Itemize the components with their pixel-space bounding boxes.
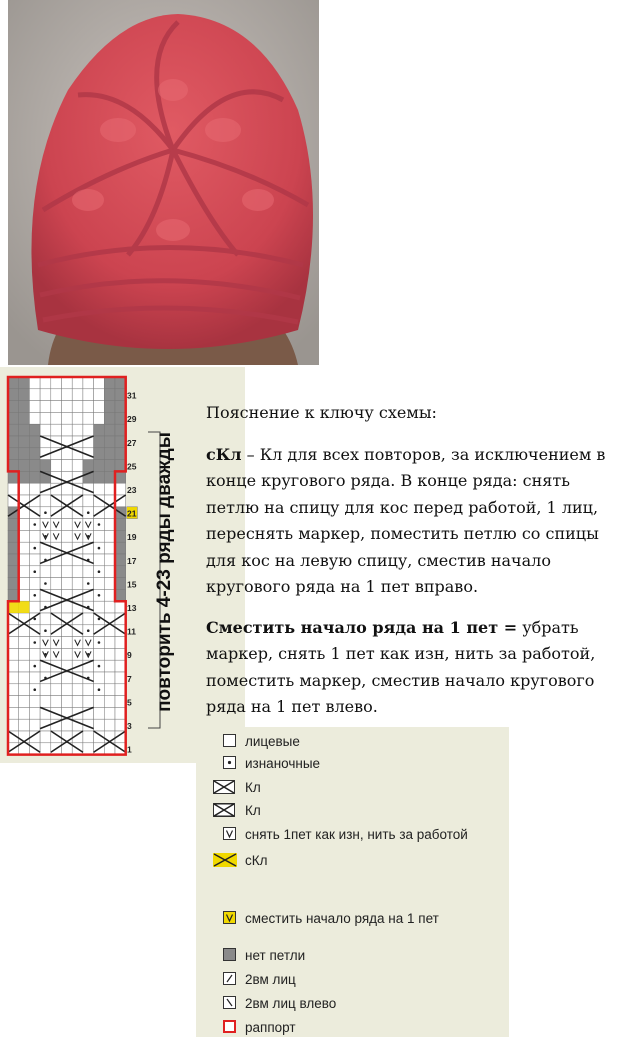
purl-dot: [98, 641, 101, 644]
chart-cell: [40, 377, 51, 389]
chart-cell: [8, 554, 19, 566]
chart-cell: [8, 483, 19, 495]
chart-cell: [104, 601, 115, 613]
chart-cell: [8, 660, 19, 672]
chart-cell: [115, 460, 126, 472]
chart-cell: [115, 707, 126, 719]
chart-cell: [115, 696, 126, 708]
row-number: 1: [127, 744, 132, 755]
chart-cell: [72, 684, 83, 696]
chart-cell: [83, 637, 94, 649]
chart-cell: [104, 530, 115, 542]
chart-cell: [62, 566, 73, 578]
chart-cell: [19, 696, 30, 708]
chart-cell: [62, 460, 73, 472]
row-number: 11: [127, 626, 136, 637]
explanation-heading: Пояснение к ключу схемы:: [206, 403, 437, 422]
chart-cell: [19, 578, 30, 590]
chart-cell: [94, 601, 105, 613]
chart-cell: [8, 519, 19, 531]
row-number: 15: [127, 579, 137, 590]
chart-cell: [94, 719, 105, 731]
chart-cell: [62, 578, 73, 590]
chart-cell: [19, 377, 30, 389]
chart-cell: [104, 460, 115, 472]
chart-cell: [29, 483, 40, 495]
chart-cell: [115, 483, 126, 495]
chart-cell: [19, 719, 30, 731]
chart-cell: [8, 377, 19, 389]
purl-dot: [98, 665, 101, 668]
row-number: 9: [127, 650, 132, 661]
chart-cell: [29, 401, 40, 413]
hat-photo: [8, 0, 319, 365]
chart-cell: [83, 731, 94, 743]
chart-cell: [19, 448, 30, 460]
chart-cell: [8, 637, 19, 649]
chart-cell: [29, 424, 40, 436]
chart-cell: [104, 566, 115, 578]
symbol-legend: лицевые изнаночные Кл Кл снять 1пет как изн, нить за работой сКл сместить начало ряда на 1 пет нет петли 2вм лиц 2вм лиц влево раппорт: [196, 727, 509, 1037]
chart-cell: [104, 389, 115, 401]
chart-cell: [19, 566, 30, 578]
row-number: 5: [127, 697, 132, 708]
row-number: 17: [127, 555, 137, 566]
chart-cell: [62, 719, 73, 731]
empty-square-icon: [223, 734, 236, 750]
chart-cell: [40, 696, 51, 708]
row-number: 31: [127, 390, 137, 401]
chart-cell: [83, 377, 94, 389]
gray-square-icon: [223, 948, 236, 964]
chart-cell: [8, 448, 19, 460]
chart-cell: [115, 578, 126, 590]
chart-cell: [51, 530, 62, 542]
chart-cell: [40, 460, 51, 472]
cable-left-icon: [213, 803, 235, 820]
chart-cell: [94, 648, 105, 660]
chart-cell: [19, 483, 30, 495]
chart-cell: [72, 460, 83, 472]
shift-term: Сместить начало ряда на 1 пет =: [206, 617, 518, 637]
chart-cell: [19, 707, 30, 719]
chart-cell: [115, 542, 126, 554]
chart-cell: [72, 401, 83, 413]
chart-cell: [104, 707, 115, 719]
chart-cell: [104, 436, 115, 448]
chart-cell: [8, 566, 19, 578]
chart-cell: [51, 460, 62, 472]
chart-cell: [62, 412, 73, 424]
chart-cell: [62, 554, 73, 566]
chart-cell: [29, 648, 40, 660]
chart-cell: [72, 637, 83, 649]
chart-cell: [8, 530, 19, 542]
chart-cell: [8, 471, 19, 483]
chart-cell: [8, 401, 19, 413]
chart-cell: [83, 401, 94, 413]
purl-dot: [98, 594, 101, 597]
skl-explanation: [206, 442, 624, 601]
chart-cell: [94, 554, 105, 566]
chart-cell: [94, 448, 105, 460]
chart-cell: [40, 519, 51, 531]
chart-cell: [94, 578, 105, 590]
purl-dot: [33, 665, 36, 668]
chart-cell: [40, 637, 51, 649]
chart-cell: [94, 471, 105, 483]
chart-cell: [62, 684, 73, 696]
chart-cell: [29, 554, 40, 566]
chart-cell: [19, 589, 30, 601]
chart-cell: [72, 530, 83, 542]
chart-cell: [19, 660, 30, 672]
chart-cell: [8, 460, 19, 472]
chart-cell: [19, 637, 30, 649]
chart-cell: [83, 519, 94, 531]
chart-cell: [72, 578, 83, 590]
chart-cell: [51, 637, 62, 649]
chart-cell: [29, 696, 40, 708]
row-number: 3: [127, 721, 132, 731]
row-number: 21: [127, 508, 137, 519]
chart-cell: [115, 448, 126, 460]
purl-dot: [33, 523, 36, 526]
chart-cell: [62, 637, 73, 649]
chart-cell: [62, 519, 73, 531]
chart-cell: [19, 412, 30, 424]
chart-cell: [94, 460, 105, 472]
chart-cell: [94, 389, 105, 401]
chart-cell: [115, 637, 126, 649]
chart-cell: [29, 448, 40, 460]
chart-cell: [72, 412, 83, 424]
chart-cell: [115, 601, 126, 613]
chart-cell: [29, 412, 40, 424]
skl-cell: [8, 601, 29, 613]
chart-cell: [29, 471, 40, 483]
chart-cell: [62, 483, 73, 495]
chart-cell: [51, 412, 62, 424]
chart-cell: [94, 401, 105, 413]
yellow-v-icon: [223, 911, 236, 927]
purl-dot: [33, 594, 36, 597]
chart-cell: [115, 389, 126, 401]
cable-right-icon: [213, 780, 235, 797]
chart-cell: [104, 483, 115, 495]
chart-cell: [19, 519, 30, 531]
hat-photo-image: [8, 0, 319, 365]
purl-dot: [98, 523, 101, 526]
purl-dot: [98, 570, 101, 573]
chart-cell: [104, 589, 115, 601]
chart-cell: [8, 578, 19, 590]
chart-cell: [83, 684, 94, 696]
chart-cell: [40, 684, 51, 696]
chart-cell: [51, 684, 62, 696]
row-number: 7: [127, 673, 132, 684]
chart-cell: [19, 424, 30, 436]
chart-cell: [104, 424, 115, 436]
chart-cell: [94, 530, 105, 542]
chart-cell: [62, 672, 73, 684]
chart-cell: [62, 530, 73, 542]
chart-cell: [104, 377, 115, 389]
chart-cell: [40, 495, 51, 507]
chart-cell: [83, 696, 94, 708]
ssk-icon: [223, 996, 236, 1012]
shift-explanation: [206, 615, 624, 721]
chart-cell: [19, 672, 30, 684]
purl-dot: [33, 641, 36, 644]
chart-cell: [72, 519, 83, 531]
purl-dot: [33, 688, 36, 691]
chart-cell: [115, 660, 126, 672]
row-number: 19: [127, 532, 137, 543]
chart-cell: [104, 401, 115, 413]
purl-dot: [44, 511, 47, 514]
chart-cell: [83, 495, 94, 507]
shift-text: убрать маркер, снять 1 пет как изн, нить за работой, поместить маркер, сместив начало кругового ряда на 1 пет влево.: [206, 617, 596, 716]
chart-cell: [8, 389, 19, 401]
purl-dot: [98, 547, 101, 550]
chart-cell: [51, 578, 62, 590]
chart-cell: [72, 696, 83, 708]
slip-v-icon: [223, 827, 236, 843]
chart-cell: [40, 613, 51, 625]
purl-dot: [44, 629, 47, 632]
row-number: 13: [127, 603, 137, 613]
chart-cell: [8, 707, 19, 719]
chart-cell: [51, 401, 62, 413]
chart-cell: [40, 743, 51, 755]
chart-cell: [104, 684, 115, 696]
chart-cell: [62, 696, 73, 708]
chart-cell: [19, 648, 30, 660]
chart-cell: [40, 424, 51, 436]
chart-cell: [83, 743, 94, 755]
chart-cell: [83, 412, 94, 424]
chart-cell: [104, 672, 115, 684]
chart-cell: [8, 672, 19, 684]
chart-cell: [19, 554, 30, 566]
chart-cell: [115, 672, 126, 684]
chart-cell: [83, 460, 94, 472]
chart-cell: [62, 448, 73, 460]
chart-cell: [51, 648, 62, 660]
skl-term: сКл: [206, 444, 242, 464]
chart-cell: [104, 471, 115, 483]
row-number: 27: [127, 437, 137, 448]
chart-cell: [40, 731, 51, 743]
chart-cell: [94, 377, 105, 389]
purl-dot: [44, 582, 47, 585]
purl-dot: [87, 629, 90, 632]
key-explanation: [206, 400, 624, 721]
chart-cell: [115, 719, 126, 731]
chart-cell: [29, 672, 40, 684]
chart-cell: [115, 648, 126, 660]
chart-cell: [83, 566, 94, 578]
skl-text: – Кл для всех повторов, за исключением в конце кругового ряда. В конце ряда: снять петлю на спицу для кос перед работой, 1 лиц, переснять маркер, поместить петлю со спицы для кос на левую спицу, сместив начало кругового ряда на 1 пет вправо.: [206, 444, 606, 596]
chart-cell: [29, 377, 40, 389]
chart-cell: [115, 519, 126, 531]
chart-cell: [94, 483, 105, 495]
chart-cell: [29, 530, 40, 542]
chart-cell: [8, 542, 19, 554]
chart-cell: [62, 601, 73, 613]
chart-cell: [104, 648, 115, 660]
chart-cell: [72, 389, 83, 401]
chart-cell: [104, 637, 115, 649]
yellow-cable-icon: [213, 853, 237, 870]
chart-cell: [115, 566, 126, 578]
purl-dot: [98, 688, 101, 691]
chart-cell: [8, 424, 19, 436]
chart-cell: [51, 377, 62, 389]
chart-cell: [19, 436, 30, 448]
chart-cell: [51, 696, 62, 708]
chart-cell: [29, 389, 40, 401]
chart-cell: [94, 436, 105, 448]
chart-cell: [104, 554, 115, 566]
chart-cell: [19, 401, 30, 413]
chart-cell: [51, 389, 62, 401]
chart-cell: [115, 412, 126, 424]
chart-cell: [104, 660, 115, 672]
chart-cell: [94, 696, 105, 708]
chart-cell: [104, 412, 115, 424]
chart-cell: [94, 707, 105, 719]
chart-cell: [62, 377, 73, 389]
chart-cell: [115, 424, 126, 436]
k2tog-icon: [223, 972, 236, 988]
chart-cell: [115, 554, 126, 566]
chart-cell: [40, 389, 51, 401]
chart-cell: [19, 460, 30, 472]
chart-cell: [51, 566, 62, 578]
chart-cell: [40, 566, 51, 578]
row-number: 25: [127, 461, 137, 472]
chart-cell: [19, 684, 30, 696]
chart-cell: [8, 684, 19, 696]
chart-cell: [104, 578, 115, 590]
chart-cell: [104, 519, 115, 531]
chart-cell: [51, 424, 62, 436]
red-square-icon: [223, 1020, 236, 1036]
row-number: 23: [127, 485, 137, 495]
chart-cell: [104, 696, 115, 708]
chart-cell: [8, 696, 19, 708]
chart-cell: [104, 542, 115, 554]
chart-cell: [62, 424, 73, 436]
chart-cell: [29, 578, 40, 590]
chart-cell: [72, 424, 83, 436]
dot-square-icon: [223, 756, 236, 772]
chart-cell: [40, 412, 51, 424]
purl-dot: [87, 582, 90, 585]
chart-cell: [29, 707, 40, 719]
chart-cell: [29, 460, 40, 472]
chart-cell: [19, 471, 30, 483]
chart-cell: [8, 719, 19, 731]
chart-cell: [94, 424, 105, 436]
chart-cell: [115, 530, 126, 542]
chart-cell: [72, 566, 83, 578]
chart-cell: [29, 436, 40, 448]
chart-cell: [8, 436, 19, 448]
chart-cell: [62, 401, 73, 413]
chart-cell: [115, 684, 126, 696]
chart-cell: [29, 601, 40, 613]
chart-cell: [19, 389, 30, 401]
purl-dot: [87, 511, 90, 514]
repeat-instruction: [150, 432, 180, 712]
row-number: 29: [127, 414, 137, 425]
chart-cell: [115, 401, 126, 413]
chart-cell: [72, 377, 83, 389]
purl-dot: [33, 570, 36, 573]
chart-cell: [19, 542, 30, 554]
chart-cell: [29, 719, 40, 731]
chart-cell: [8, 648, 19, 660]
chart-cell: [115, 471, 126, 483]
purl-dot: [33, 547, 36, 550]
chart-cell: [72, 648, 83, 660]
chart-cell: [104, 719, 115, 731]
chart-cell: [115, 589, 126, 601]
repeat-label: повторить 4-23 ряды дважды: [154, 432, 175, 712]
chart-cell: [8, 412, 19, 424]
chart-cell: [62, 389, 73, 401]
chart-cell: [115, 436, 126, 448]
chart-cell: [83, 389, 94, 401]
chart-cell: [62, 648, 73, 660]
chart-cell: [94, 412, 105, 424]
chart-cell: [115, 377, 126, 389]
chart-cell: [94, 672, 105, 684]
chart-cell: [104, 448, 115, 460]
chart-cell: [83, 613, 94, 625]
chart-cell: [40, 401, 51, 413]
chart-cell: [51, 519, 62, 531]
chart-cell: [83, 424, 94, 436]
chart-cell: [19, 530, 30, 542]
chart-cell: [8, 589, 19, 601]
